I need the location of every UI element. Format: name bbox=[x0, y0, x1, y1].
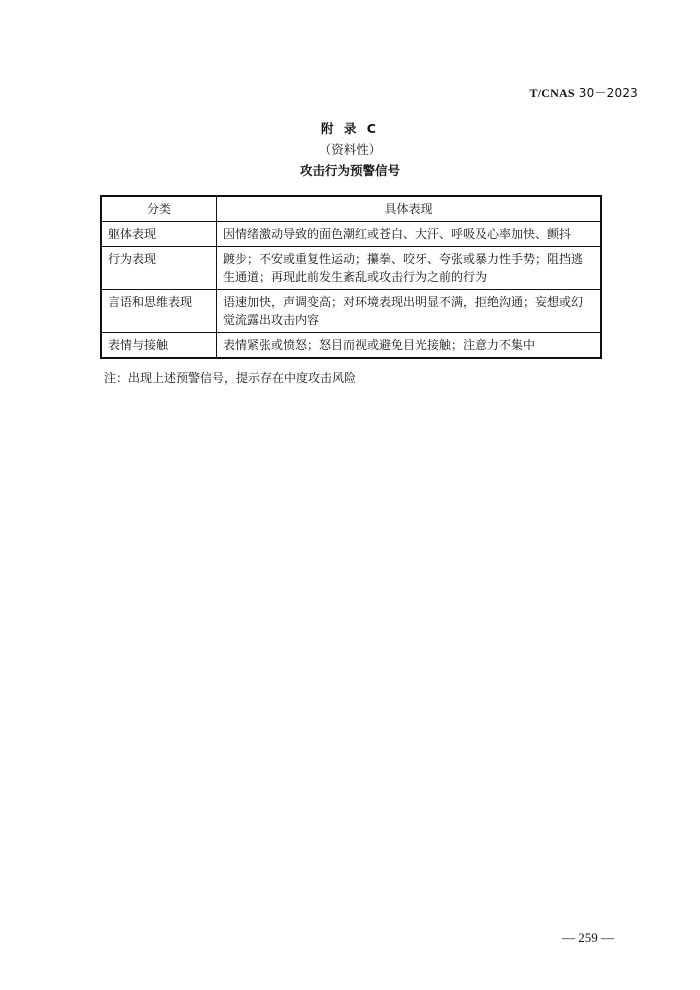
row-manifestation: 因情绪激动导致的面色潮红或苍白、大汗、呼吸及心率加快、颤抖 bbox=[217, 222, 602, 247]
row-category: 躯体表现 bbox=[101, 222, 217, 247]
document-code bbox=[530, 84, 638, 101]
row-manifestation: 表情紧张或愤怒；怒目而视或避免目光接触；注意力不集中 bbox=[217, 333, 602, 359]
table-header-row bbox=[101, 196, 601, 222]
warning-signals-table bbox=[100, 195, 602, 359]
row-category: 言语和思维表现 bbox=[101, 290, 217, 333]
table-row bbox=[101, 333, 601, 359]
page-number: — 259 — bbox=[562, 930, 614, 945]
column-header-manifestation: 具体表现 bbox=[217, 196, 602, 222]
row-manifestation: 踱步；不安或重复性运动；攥拳、咬牙、夸张或暴力性手势；阻挡逃生通道；再现此前发生紊乱或攻击行为之前的行为 bbox=[217, 247, 602, 290]
appendix-titles bbox=[0, 118, 700, 181]
document-code-number: 30－2023 bbox=[574, 86, 638, 100]
row-category: 行为表现 bbox=[101, 247, 217, 290]
row-category: 表情与接触 bbox=[101, 333, 217, 359]
row-manifestation: 语速加快，声调变高；对环境表现出明显不满，拒绝沟通；妄想或幻觉流露出攻击内容 bbox=[217, 290, 602, 333]
appendix-nature: （资料性） bbox=[318, 142, 382, 157]
document-code-prefix: T/CNAS bbox=[529, 86, 575, 100]
appendix-subject: 攻击行为预警信号 bbox=[299, 163, 400, 178]
table-row bbox=[101, 290, 601, 333]
column-header-category: 分类 bbox=[101, 196, 217, 222]
table-note: 注：出现上述预警信号，提示存在中度攻击风险 bbox=[104, 371, 357, 385]
table-row bbox=[101, 247, 601, 290]
table-row bbox=[101, 222, 601, 247]
appendix-label: 附 录 C bbox=[321, 121, 379, 136]
